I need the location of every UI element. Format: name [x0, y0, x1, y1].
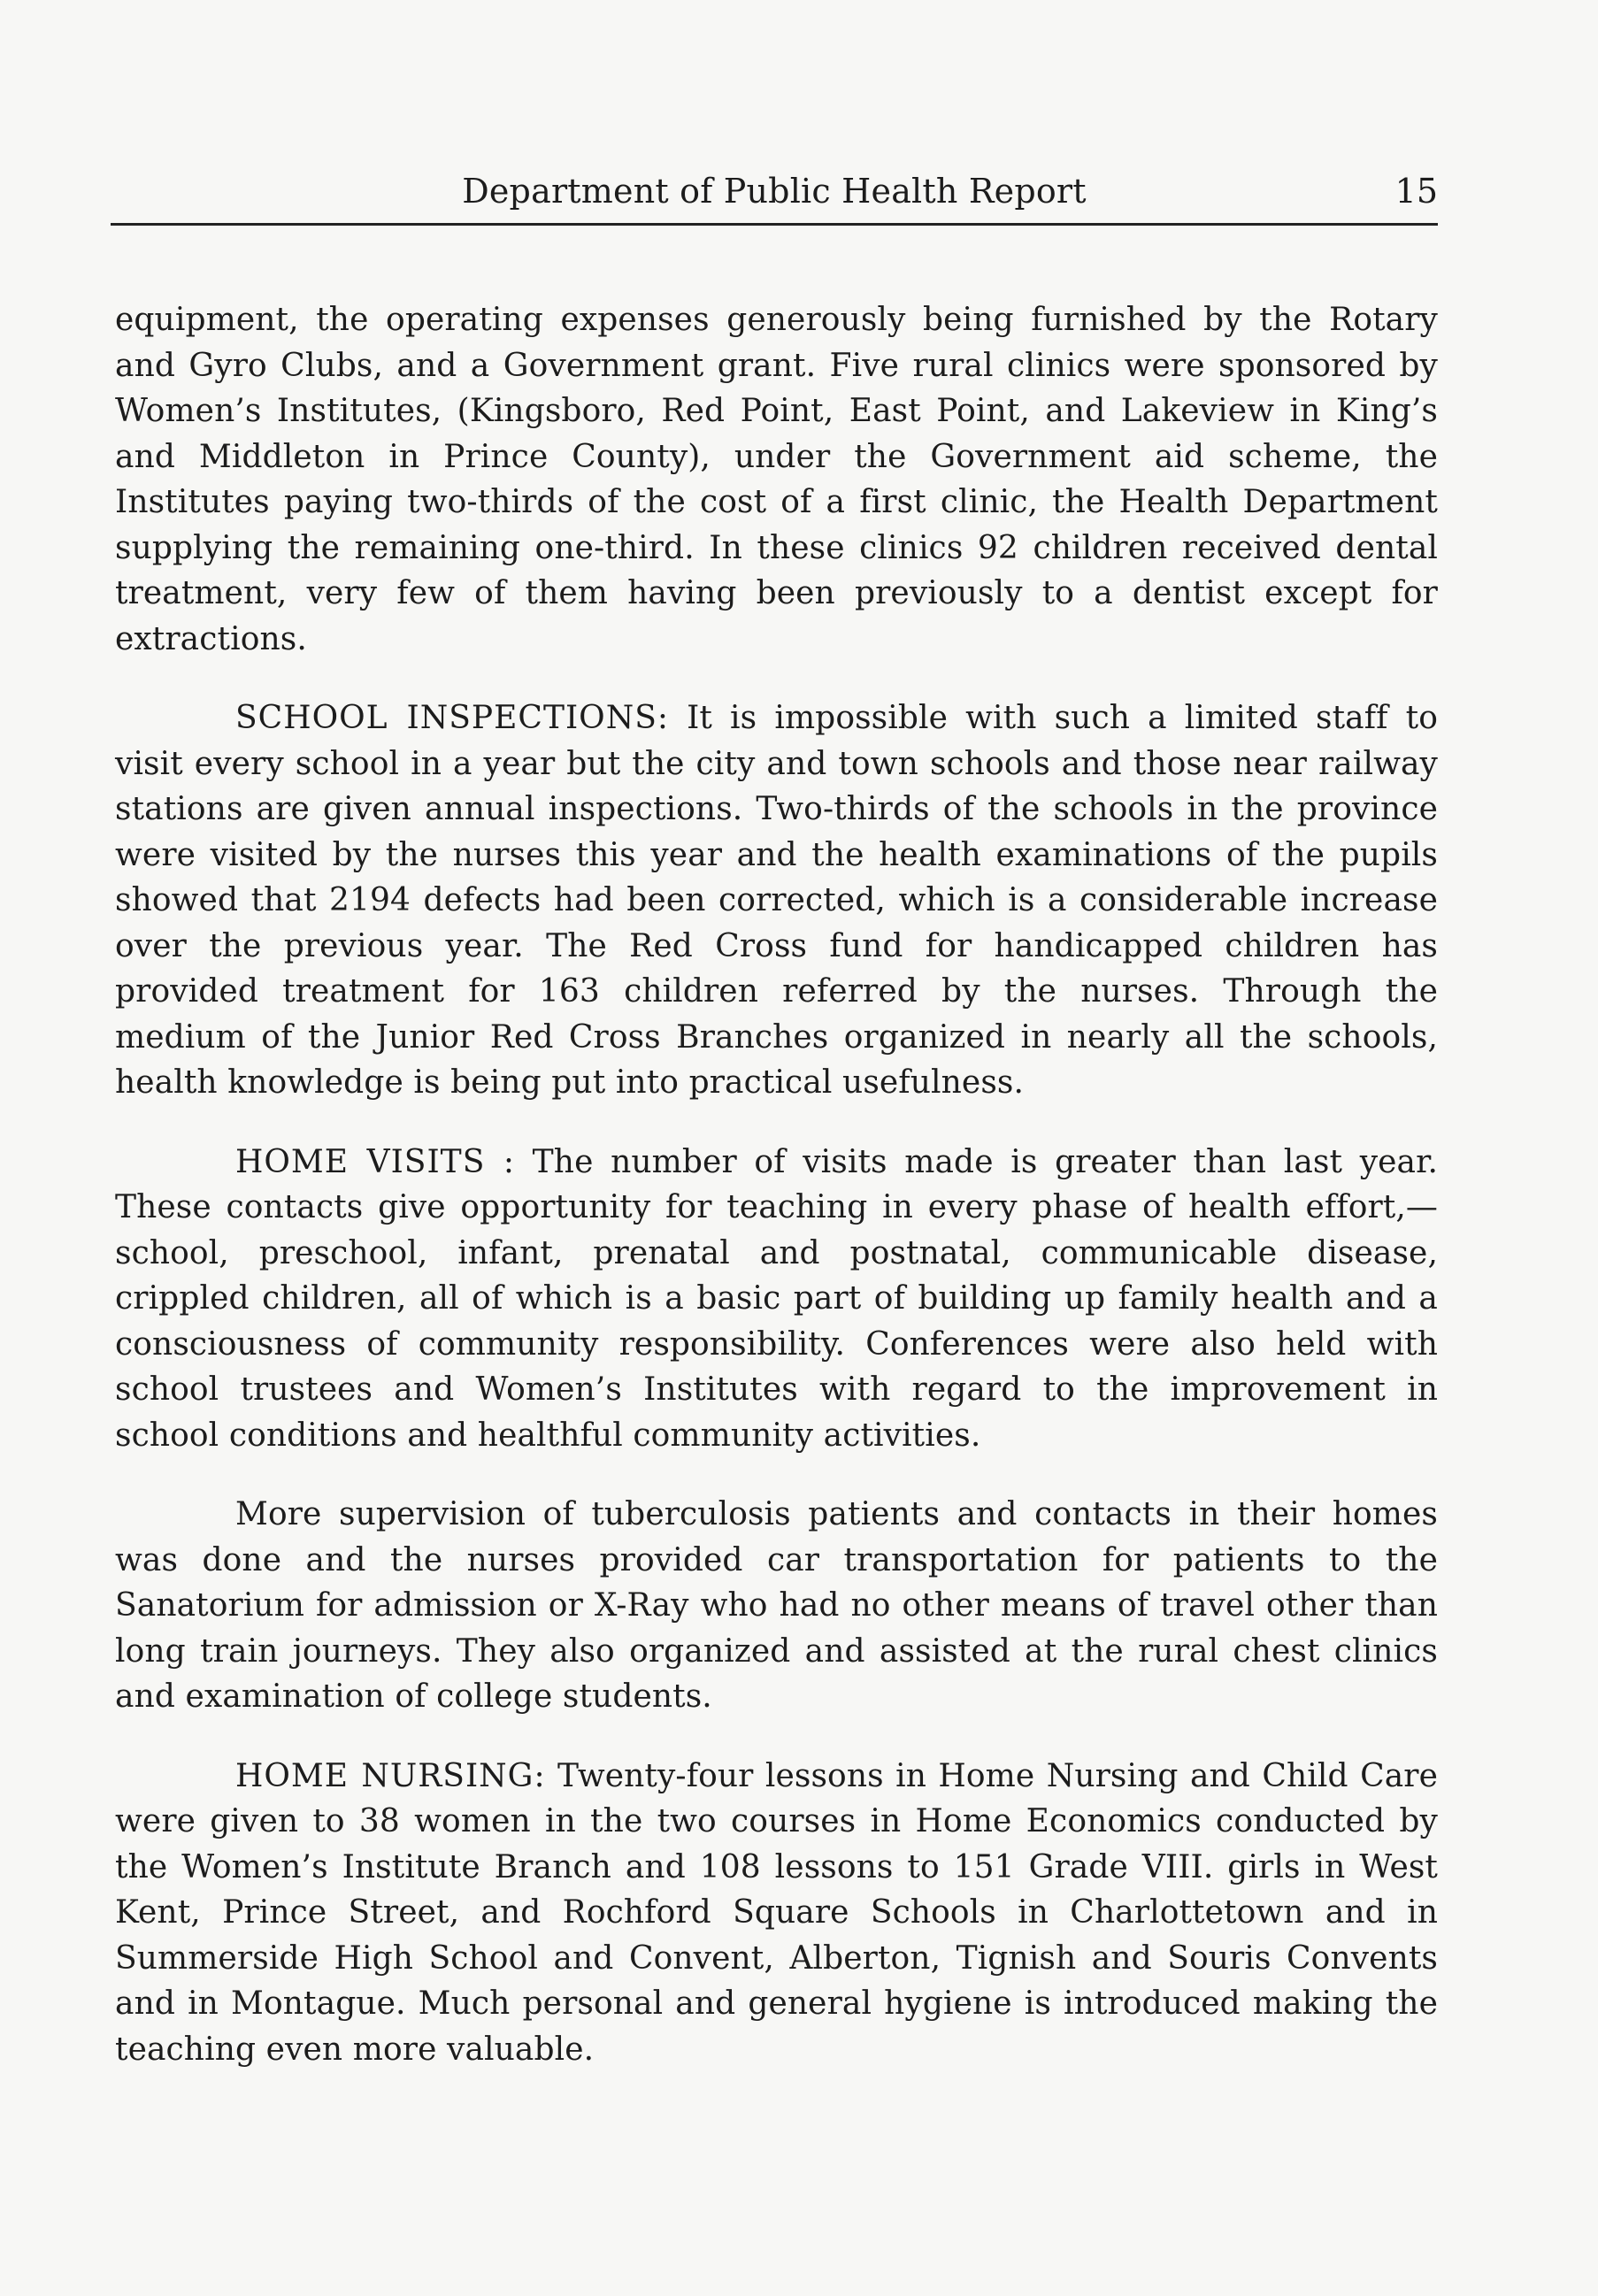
paragraph-text: Twenty-four lessons in Home Nursing and Child Care were given to 38 women in the two courses in Home Economics conducted by the Women’s Institute Branch and 108 lessons to 151 Grade VIII. girls in West Kent, Prince Street, and Rochford Square Schools in Charlottetown and in Summerside High School and Convent, Alberton, Tignish and Souris Convents and in Montague. Much personal and general hygiene is introduced making the teaching even more valuable.: [115, 1757, 1438, 2068]
header-rule: [111, 223, 1438, 226]
paragraph-text: The number of visits made is greater than last year. These contacts give opportunity for teaching in every phase of health effort,—school, preschool, infant, prenatal and postnatal, communicable disease, crippled children, all of which is a basic part of building up family health and a consciousness of community responsibility. Conferences were also held with school trustees and Women’s Institutes with regard to the improvement in school conditions and healthful community activities.: [115, 1143, 1438, 1454]
paragraph-text: More supervision of tuberculosis patients and contacts in their homes was done and the nurses provided car transportation for patients to the Sanatorium for admission or X-Ray who had no other means of travel other than long train journeys. They also organized and assisted at the rural chest clinics and examination of college students.: [115, 1496, 1438, 1715]
page-number: 15: [1394, 172, 1438, 211]
running-title: Department of Public Health Report: [462, 172, 1087, 211]
body-text: [115, 297, 1438, 2106]
paragraph-text: equipment, the operating expenses generously being furnished by the Rotary and Gyro Clubs, and a Government grant. Five rural clinics were sponsored by Women’s Institutes, (Kingsboro, Red Point, East Point, and Lakeview in King’s and Middleton in Prince County), under the Government aid scheme, the Institutes paying two-thirds of the cost of a first clinic, the Health Department supplying the remaining one-third. In these clinics 92 children received dental treatment, very few of them having been previously to a dentist except for extractions.: [115, 302, 1438, 657]
section-heading: HOME VISITS :: [235, 1143, 516, 1180]
paragraph-dental-clinics: [115, 297, 1438, 662]
paragraph-tuberculosis: [115, 1492, 1438, 1720]
paragraph-text: It is impossible with such a limited staff to visit every school in a year but the city and town schools and those near railway stations are given annual inspections. Two-thirds of the schools in the province were visited by the nurses this year and the health examinations of the pupils showed that 2194 defects had been corrected, which is a considerable increase over the previous year. The Red Cross fund for handicapped children has provided treatment for 163 children referred by the nurses. Through the medium of the Junior Red Cross Branches organized in nearly all the schools, health knowledge is being put into practical usefulness.: [115, 700, 1438, 1101]
running-header: [111, 170, 1438, 223]
paragraph-home-nursing: [115, 1754, 1438, 2073]
section-heading: HOME NURSING:: [235, 1757, 546, 1794]
paragraph-home-visits: [115, 1140, 1438, 1459]
paragraph-school-inspections: [115, 695, 1438, 1106]
section-heading: SCHOOL INSPECTIONS:: [235, 700, 669, 736]
